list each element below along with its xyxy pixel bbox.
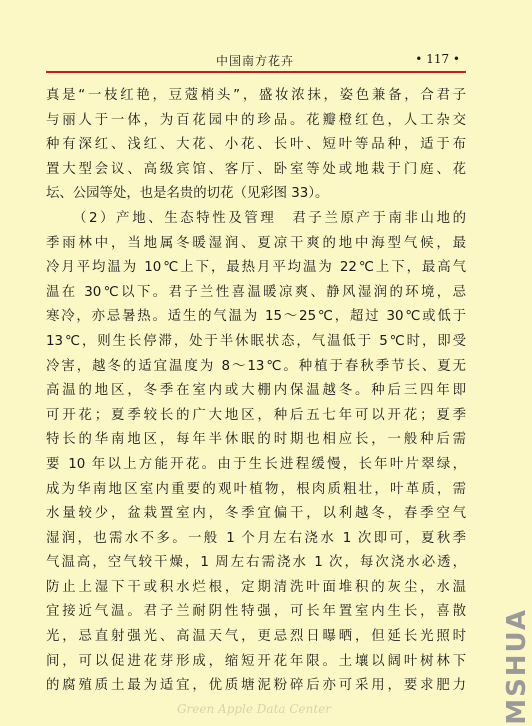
text-line: 防止上湿下干或积水烂根，定期清洗叶面堆积的灰尘，水温 <box>46 579 466 595</box>
text-line: 季雨林中，当地属冬暖湿润、夏凉干爽的地中海型气候，最 <box>46 235 466 251</box>
text-line: 气温高，空气较干燥，1 周左右需浇水 1 次，每次浇水必透， <box>46 555 466 571</box>
page-number: • 117 • <box>415 52 460 66</box>
text-line: 可开花；夏季较长的广大地区，种后五七年可以开花；夏季 <box>46 407 466 423</box>
header-rule <box>46 71 466 73</box>
text-line: 冷害，越冬的适宜温度为 8～13℃。种植于春秋季节长、夏无 <box>46 358 466 374</box>
section-heading-line: （2）产地、生态特性及管理 君子兰原产于南非山地的 <box>73 210 466 226</box>
text-line: 宜接近气温。君子兰耐阴性特强，可长年置室内生长，喜散 <box>46 604 466 620</box>
text-line: 的腐殖质土最为适宜，优质塘泥粉碎后亦可采用，要求肥力 <box>46 678 466 694</box>
text-line: 寒冷，亦忌暑热。适生的气温为 15～25℃，超过 30℃或低于 <box>46 309 466 325</box>
text-line: 要 10 年以上方能开花。由于生长进程缓慢，长年叶片翠绿， <box>46 456 466 472</box>
header-title: 中国南方花卉 <box>216 54 295 68</box>
text-line: 高温的地区，冬季在室内或大棚内保温越冬。种后三四年即 <box>46 383 466 399</box>
text-line: 坛、公园等处，也是名贵的切花（见彩图 33）。 <box>46 186 329 202</box>
running-header <box>46 50 466 72</box>
text-line: 成为华南地区室内重要的观叶植物，根肉质粗壮，叶革质，需 <box>46 481 466 497</box>
text-line: 置大型会议、高级宾馆、客厅、卧室等处或地栽于门庭、花 <box>46 161 466 177</box>
text-line: 13℃，则生长停滞，处于半休眠状态，气温低于 5℃时，即受 <box>46 333 466 349</box>
text-line: 冷月平均温为 10℃上下，最热月平均温为 22℃上下，最高气 <box>46 260 466 276</box>
text-line: 特长的华南地区，每年半休眠的时期也相应长，一般种后需 <box>46 432 466 448</box>
text-line: 光，忌直射强光、高温天气，更忌烈日曝晒，但延长光照时 <box>46 629 466 645</box>
text-line: 与丽人于一体，为百花园中的珍品。花瓣橙红色，人工杂交 <box>46 112 466 128</box>
text-line: 湿润，也需水不多。一般 1 个月左右浇水 1 次即可，夏秋季 <box>46 530 466 546</box>
text-line: 水量较少，盆栽置室内，冬季宜偏干，以利越冬，春季空气 <box>46 506 466 522</box>
text-line: 真是“一枝红艳，豆蔻梢头”，盛妆浓抹，姿色兼备，合君子 <box>46 88 466 103</box>
bottom-watermark: Green Apple Data Center <box>176 702 332 716</box>
side-watermark: MSHUA <box>502 608 532 725</box>
body-text <box>46 84 466 699</box>
text-line: 温在 30℃以下。君子兰性喜温暖凉爽、静风湿润的环境，忌 <box>46 284 466 300</box>
text-line: 种有深红、浅红、大花、小花、长叶、短叶等品种，适于布 <box>46 137 466 153</box>
text-line: 间，可以促进花芽形成，缩短开花年限。土壤以阔叶树林下 <box>46 653 466 669</box>
